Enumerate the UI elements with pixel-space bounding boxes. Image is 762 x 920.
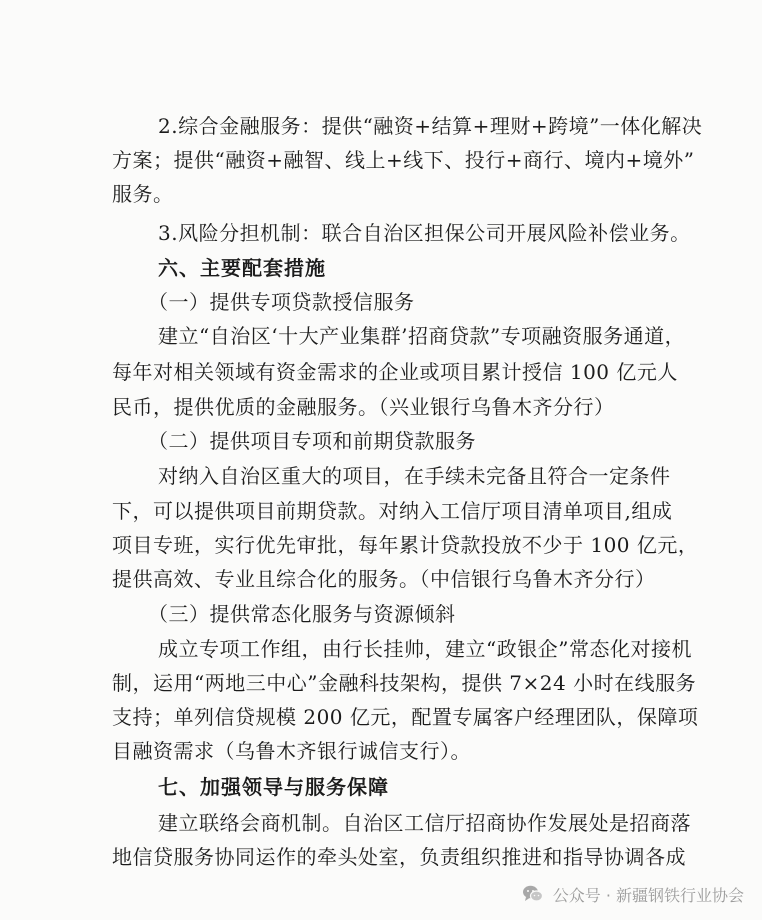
subsection-heading: （一）提供专项贷款授信服务	[148, 290, 415, 314]
subsection-heading: （三）提供常态化服务与资源倾斜	[148, 602, 456, 626]
text-line: 2.综合金融服务：提供“融资+结算+理财+跨境”一体化解决	[158, 114, 703, 138]
text-line: 对纳入自治区重大的项目，在手续未完备且符合一定条件	[158, 464, 671, 488]
text-line: 支持；单列信贷规模 200 亿元，配置专属客户经理团队，保障项	[112, 705, 699, 729]
watermark-text: 公众号 · 新疆钢铁行业协会	[552, 885, 744, 905]
text-line: 每年对相关领域有资金需求的企业或项目累计授信 100 亿元人	[112, 360, 678, 384]
text-line: 地信贷服务协同运作的牵头处室，负责组织推进和指导协调各成	[112, 845, 686, 869]
text-line: 制，运用“两地三中心”金融科技架构，提供 7×24 小时在线服务	[112, 671, 697, 695]
text-line: 目融资需求（乌鲁木齐银行诚信支行）。	[112, 739, 471, 763]
text-line: 成立专项工作组，由行长挂帅，建立“政银企”常态化对接机	[158, 637, 692, 661]
text-line: 3.风险分担机制：联合自治区担保公司开展风险补偿业务。	[158, 221, 691, 245]
wechat-icon	[521, 882, 545, 906]
text-line: 建立联络会商机制。自治区工信厅招商协作发展处是招商落	[158, 811, 691, 835]
text-line: 项目专班，实行优先审批，每年累计贷款投放不少于 100 亿元，	[112, 533, 699, 557]
subsection-heading: （二）提供项目专项和前期贷款服务	[148, 429, 476, 453]
section-heading: 七、加强领导与服务保障	[158, 775, 389, 799]
text-line: 民币，提供优质的金融服务。（兴业银行乌鲁木齐分行）	[112, 395, 615, 419]
text-line: 下，可以提供项目前期贷款。对纳入工信厅项目清单项目,组成	[112, 499, 673, 523]
text-line: 建立“自治区‘十大产业集群’招商贷款”专项融资服务通道，	[158, 324, 686, 348]
text-line: 提供高效、专业且综合化的服务。（中信银行乌鲁木齐分行）	[112, 567, 656, 591]
text-line: 方案；提供“融资+融智、线上+线下、投行+商行、境内+境外”	[112, 148, 695, 172]
text-line: 服务。	[112, 182, 174, 206]
section-heading: 六、主要配套措施	[158, 256, 326, 280]
watermark	[521, 882, 744, 906]
